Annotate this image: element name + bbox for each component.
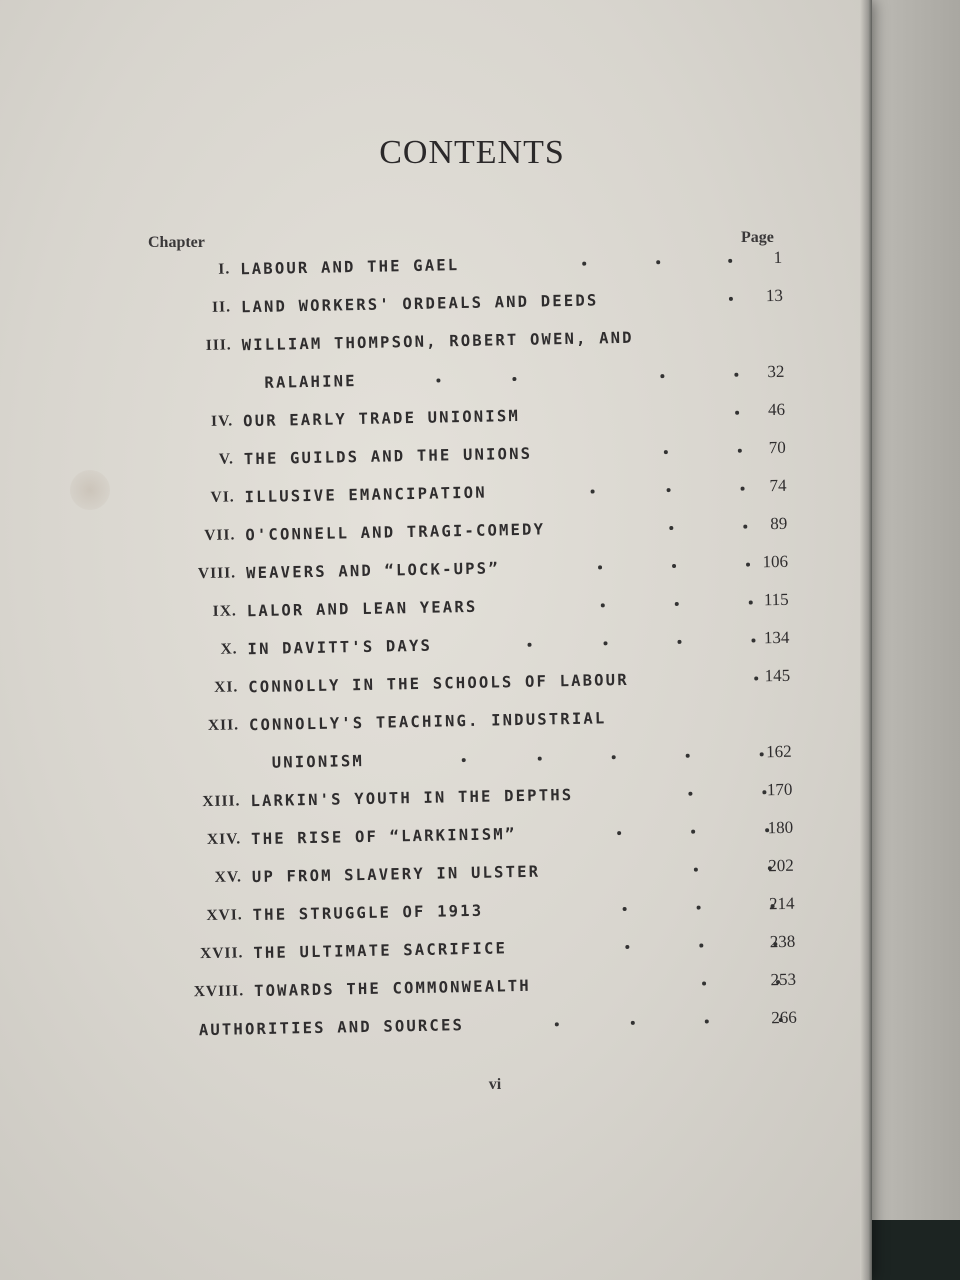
leader-dot [691, 830, 695, 834]
page-number: 46 [767, 399, 786, 420]
leader-dot [656, 260, 660, 264]
table-of-contents [150, 244, 815, 1054]
leader-dot [623, 907, 627, 911]
page-column-header: Page [741, 229, 774, 246]
leader-dot [762, 790, 766, 794]
leader-dot [538, 757, 542, 761]
leader-dot [738, 449, 742, 453]
page-number: 170 [766, 779, 793, 800]
leader-dot [754, 676, 758, 680]
chapter-title: UP FROM SLAVERY IN ULSTER [251, 862, 541, 887]
leader-dot [743, 525, 747, 529]
leader-dot [603, 641, 607, 645]
leader-dot [591, 490, 595, 494]
chapter-number: V. [218, 450, 235, 468]
page-number: 70 [768, 437, 786, 458]
leader-dot [694, 868, 698, 872]
chapter-title: O'CONNELL AND TRAGI-COMEDY [245, 520, 546, 545]
chapter-title: WILLIAM THOMPSON, ROBERT OWEN, AND [241, 328, 634, 355]
chapter-number: XI. [214, 678, 239, 696]
chapter-title: ILLUSIVE EMANCIPATION [244, 483, 487, 507]
page-number: 214 [768, 893, 795, 914]
chapter-number: XVIII. [193, 982, 245, 1001]
leader-dot [751, 638, 755, 642]
chapter-number: XII. [207, 716, 240, 734]
leader-dot [675, 602, 679, 606]
page-number: 162 [765, 741, 792, 762]
page-number: 238 [769, 931, 796, 952]
page-number: 115 [763, 589, 789, 610]
chapter-title: CONNOLLY IN THE SCHOOLS OF LABOUR [248, 670, 629, 697]
leader-dot [462, 758, 466, 762]
leader-dot [728, 259, 732, 263]
chapter-number: VIII. [197, 564, 237, 583]
chapter-title: WEAVERS AND “LOCK-UPS” [245, 559, 500, 583]
chapter-number: II. [211, 298, 232, 316]
chapter-title: IN DAVITT'S DAYS [247, 636, 433, 659]
chapter-number: X. [220, 640, 238, 658]
page-title: CONTENTS [379, 134, 565, 171]
chapter-number: VII. [204, 526, 236, 545]
chapter-title: LABOUR AND THE GAEL [240, 256, 460, 279]
leader-dot [672, 564, 676, 568]
leader-dot [664, 450, 668, 454]
chapter-number: XIII. [202, 792, 241, 811]
page-number: 180 [767, 817, 794, 838]
page-number: 202 [768, 855, 794, 876]
chapter-title: LALOR AND LEAN YEARS [246, 597, 478, 621]
chapter-number: IX. [212, 602, 237, 620]
page-number: 134 [763, 627, 790, 648]
leader-dot [631, 1021, 635, 1025]
leader-dot [734, 373, 738, 377]
chapter-number: VI. [210, 488, 235, 506]
page-number: 74 [769, 475, 787, 496]
chapter-number: XV. [214, 868, 243, 886]
leader-dot [688, 792, 692, 796]
leader-dot [582, 262, 586, 266]
page-stack [872, 0, 960, 1230]
chapter-title: THE STRUGGLE OF 1913 [252, 901, 484, 925]
leader-dot [555, 1022, 559, 1026]
chapter-number: XVI. [206, 906, 243, 925]
leader-dot [735, 411, 739, 415]
chapter-title-continuation: UNIONISM [271, 751, 365, 772]
leader-dot [527, 643, 531, 647]
chapter-number: III. [205, 336, 232, 354]
leader-dot [741, 487, 745, 491]
chapter-title: THE ULTIMATE SACRIFICE [253, 939, 508, 963]
page-number: 253 [770, 969, 797, 990]
leader-dot [699, 944, 703, 948]
leader-dot [702, 981, 706, 985]
leader-dot [677, 640, 681, 644]
page-edge [860, 0, 872, 1280]
leader-dot [746, 563, 750, 567]
leader-dot [729, 297, 733, 301]
chapter-number: I. [218, 260, 231, 278]
chapter-title: LARKIN'S YOUTH IN THE DEPTHS [250, 785, 574, 811]
leader-dot [625, 945, 629, 949]
leader-dot [705, 1019, 709, 1023]
chapter-title: OUR EARLY TRADE UNIONISM [243, 406, 521, 431]
chapter-title: THE RISE OF “LARKINISM” [251, 825, 517, 849]
chapter-number: XIV. [206, 830, 242, 849]
leader-dot [669, 526, 673, 530]
page-number: 106 [762, 551, 789, 572]
page-stain [70, 470, 110, 510]
page-number: 145 [764, 665, 791, 686]
chapter-number: IV. [210, 412, 234, 430]
leader-dot [660, 374, 664, 378]
leader-dot [436, 378, 440, 382]
leader-dot [617, 831, 621, 835]
chapter-title: CONNOLLY'S TEACHING. INDUSTRIAL [248, 709, 607, 735]
page-number: 1 [773, 247, 783, 268]
leader-dot [667, 488, 671, 492]
leader-dot [760, 752, 764, 756]
leader-dot [601, 603, 605, 607]
leader-dot [749, 600, 753, 604]
chapter-title-continuation: RALAHINE [264, 372, 357, 392]
leader-dot [686, 754, 690, 758]
leader-dot [612, 755, 616, 759]
chapter-title: TOWARDS THE COMMONWEALTH [253, 976, 532, 1001]
page-number: 266 [771, 1007, 797, 1028]
chapter-number: XVII. [199, 944, 244, 963]
chapter-title: THE GUILDS AND THE UNIONS [243, 444, 533, 469]
chapter-title: LAND WORKERS' ORDEALS AND DEEDS [240, 291, 599, 317]
book-cover-corner [860, 1220, 960, 1280]
chapter-column-header: Chapter [148, 234, 205, 251]
page-number: 13 [765, 285, 784, 306]
leader-dot [697, 906, 701, 910]
chapter-title: AUTHORITIES AND SOURCES [198, 1016, 465, 1040]
folio-page-number: vi [488, 1076, 502, 1093]
page-number: 89 [770, 513, 788, 534]
leader-dot [512, 377, 516, 381]
leader-dot [598, 565, 602, 569]
page-number: 32 [767, 361, 785, 382]
